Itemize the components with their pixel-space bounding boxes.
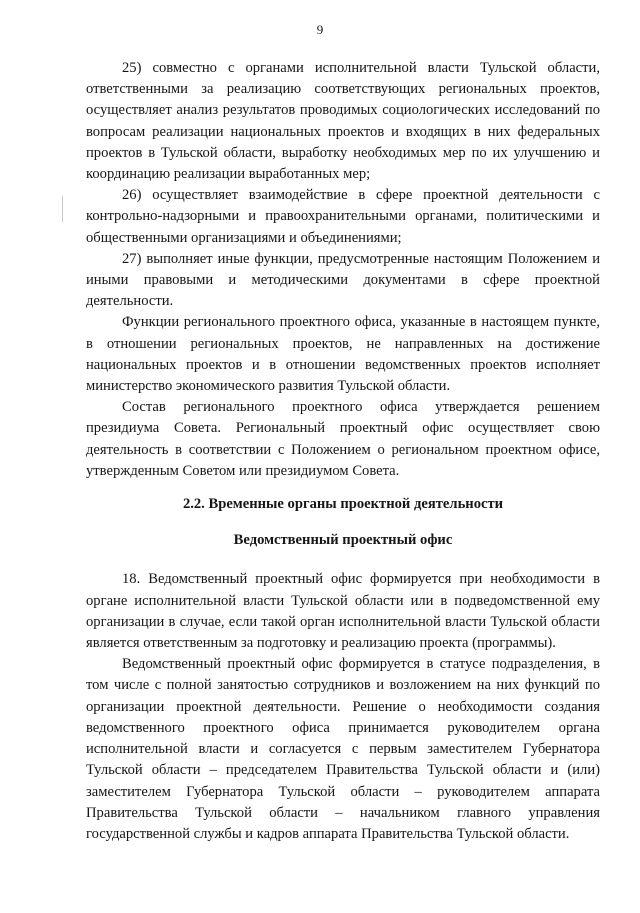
paragraph-office-composition: Состав регионального проектного офиса утверждается решением президиума Совета. Региональный проектный офис осуществляет свою деятельность в соответствии с Положением о региональном проектном офисе, утвержденным Советом или президиумом Совета. — [86, 399, 600, 479]
paragraph-functions-note: Функции регионального проектного офиса, указанные в настоящем пункте, в отношении региональных проектов, не направленных на достижение национальных проектов и в отношении ведомственных проектов исполняет министерство экономического развития Тульской области. — [86, 314, 600, 395]
paragraph-office-formation: Ведомственный проектный офис формируется в статусе подразделения, в том числе с полной занятостью сотрудников и возложением на них функций по организации проектной деятельности. Решение о необходимости создания ведомственного проектного офиса принимается руководителем органа исполнительной власти и согласуется с первым заместителем Губернатора Тульской области – председателем Правительства Тульской области и (или) заместителем Губернатора Тульской области – руководителем аппарата Правительства Тульской области – начальником главного управления государственной службы и кадров аппарата Правительства Тульской области. — [86, 656, 600, 842]
paragraph-item-27: 27) выполняет иные функции, предусмотренные настоящим Положением и иными правовыми и методическими документами в сфере проектной деятельности. — [86, 250, 600, 310]
section-heading: 2.2. Временные органы проектной деятельности — [182, 496, 504, 513]
paragraph-item-26: 26) осуществляет взаимодействие в сфере проектной деятельности с контрольно-надзорными и правоохранительными органами, политическими и общественными организациями и объединениями; — [86, 187, 600, 246]
page-number: 9 — [316, 22, 324, 37]
subsection-heading: Ведомственный проектный офис — [233, 532, 453, 549]
paragraph-item-18: 18. Ведомственный проектный офис формируется при необходимости в органе исполнительной власти Тульской области или в подведомственной ему организации в случае, если такой орган исполнительной власти Тульской области является ответственным за подготовку и реализацию проекта (программы). — [86, 571, 600, 652]
paragraph-item-25: 25) совместно с органами исполнительной власти Тульской области, ответственными за реализацию соответствующих региональных проектов, осуществляет анализ результатов проводимых социологических исследований по вопросам реализации национальных проектов и входящих в них федеральных проектов в Тульской области, выработку необходимых мер по их улучшению и координацию реализации выработанных мер; — [86, 60, 600, 183]
document-body — [86, 58, 600, 845]
margin-mark — [62, 196, 63, 222]
